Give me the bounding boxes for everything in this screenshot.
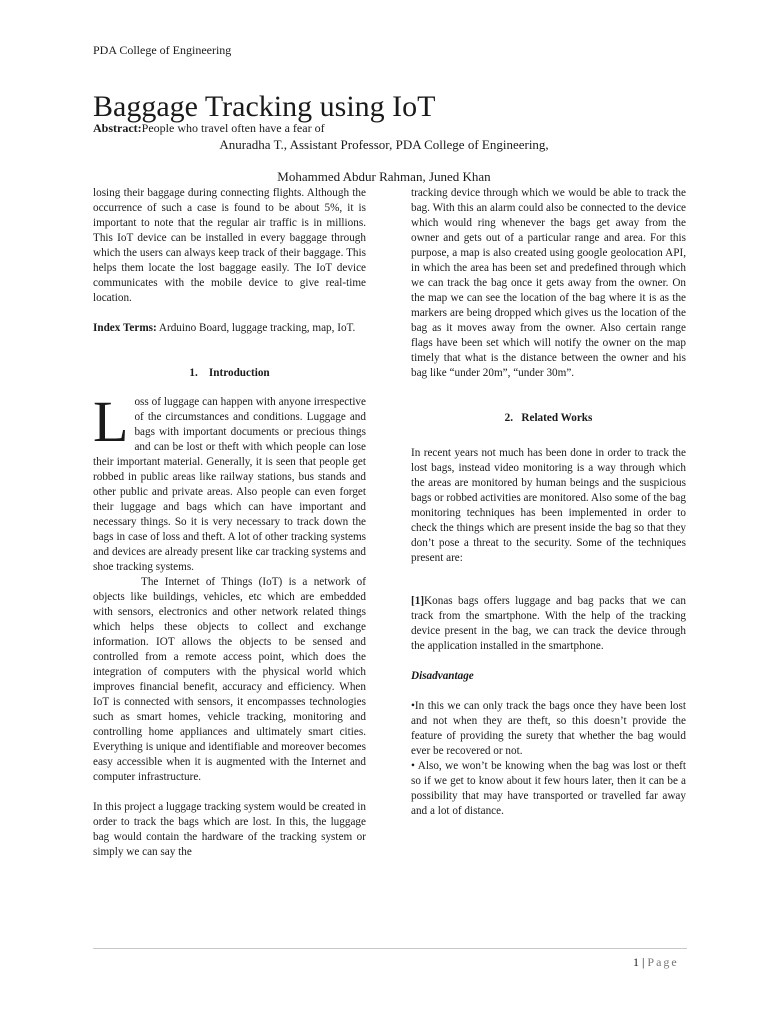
right-paragraph-1: tracking device through which we would be able to track the bag. With this an alarm could also be connected to the device which would ring whenever the bags get away from the owner and gets out of a particular range and area. For this purpose, a map is also created using google geolocation API, in which the area has been set and predefined through which we can track the bag once it gets away from the owner. On the map we can see the location of the bag where it is as the markers are being dropped which gives us the location of the bag as it moves away from the owner. Also certain range flags have been set which will notify the owner on the map timely that what is the distance between the owner and his bag like “under 20m”, “under 30m”.	[411, 187, 686, 379]
index-terms-label: Index Terms:	[93, 322, 157, 334]
related-works-paragraph: In recent years not much has been done in order to track the lost bags, instead video monitoring is a way through which the areas are monitored by human beings and the suspicious bags or robbed activities are monitored. Also some of the bag monitoring techniques has been implemented in order to check the things which are present inside the bag so that they don’t pose a threat to the security. Some of the techniques present are:	[411, 447, 686, 564]
left-column	[93, 186, 366, 860]
authors-line-1: Anuradha T., Assistant Professor, PDA College of Engineering,	[219, 137, 549, 152]
page-number-value: 1	[633, 955, 640, 969]
page-separator: |	[642, 955, 646, 969]
page-number	[633, 955, 679, 970]
disadvantage-heading: Disadvantage	[411, 670, 474, 682]
disadvantage-bullet-2: • Also, we won’t be knowing when the bag was lost or theft so if we get to know about it few hours later, then it can be a possibility that may have transported or travelled far away and a lot of distance.	[411, 760, 686, 817]
reference-1	[411, 594, 686, 654]
authors-line-2: Mohammed Abdur Rahman, Juned Khan	[277, 169, 491, 184]
intro-paragraph-2: The Internet of Things (IoT) is a network of objects like buildings, vehicles, etc which are embedded with sensors, electronics and other network related things which helps these objects to collect and exchange information. IOT allows the objects to be sensed and controlled from a remote access point, which does the integration of computers with the physical world which improves financial benefit, accuracy and efficiency. When IoT is connected with sensors, it encompasses technologies such as smart homes, vehicle tracking, monitoring and controlling home appliances and ultimately smart cities. Everything is unique and identifiable and moreover becomes easy accessible when it is augmented with the Internet and computer infrastructure.	[93, 576, 366, 783]
disadvantage-bullet-1: •In this we can only track the bags once they have been lost and not when they are theft, so this doesn’t provide the feature of providing the surety that whether the bag would ever be recovered or not.	[411, 700, 686, 757]
index-terms	[93, 321, 366, 336]
reference-1-text: Konas bags offers luggage and bag packs that we can track from the smartphone. With the help of the tracking device present in the bag, we can track the device through the application installed in the smartphone.	[411, 595, 686, 652]
intro-paragraph-3: In this project a luggage tracking system would be created in order to track the bags which are lost. In this, the luggage bag would contain the hardware of the tracking system or simply we can say the	[93, 801, 366, 858]
abstract-continuation: losing their baggage during connecting flights. Although the occurrence of such a case is found to be about 5%, it is important to note that the regular air traffic is in millions. This IoT device can be installed in every baggage through which the users can always keep track of their baggage. This helps them locate the lost baggage easily. The IoT device communicates with the mobile device to give real-time location.	[93, 187, 366, 304]
abstract-start: People who travel often have a fear of	[141, 121, 325, 135]
index-terms-text: Arduino Board, luggage tracking, map, IoT.	[158, 322, 356, 334]
section-1-heading	[93, 366, 366, 381]
section-2-heading	[411, 411, 686, 426]
intro-paragraph-1	[93, 389, 366, 575]
drop-cap: L	[93, 389, 129, 454]
section-1-title: Introduction	[208, 367, 270, 379]
right-column	[411, 186, 686, 819]
section-2-number: 2.	[504, 412, 514, 424]
page-label: Page	[647, 955, 679, 969]
reference-1-label: [1]	[411, 595, 425, 607]
section-1-number: 1.	[189, 367, 198, 379]
abstract-intro	[93, 121, 325, 136]
footer-divider	[93, 948, 687, 949]
abstract-label: Abstract:	[93, 121, 142, 135]
intro-p1-text: oss of luggage can happen with anyone irrespective of the circumstances and conditions. Luggage and bags with important documents or precious things and can be lost or theft with which people can lose their important material. Generally, it is seen that people get robbed in public areas like railway stations, bus stands and other public and private areas. Also people can even forget their luggage and bags which can have important and necessary things. So it is very necessary to track down the bags in case of loss and theft. A lot of other tracking systems and devices are already present like car tracking systems and shoe tracking systems.	[93, 396, 366, 573]
section-2-title: Related Works	[521, 412, 593, 424]
paper-title: Baggage Tracking using IoT	[93, 90, 436, 123]
running-header: PDA College of Engineering	[93, 43, 232, 57]
